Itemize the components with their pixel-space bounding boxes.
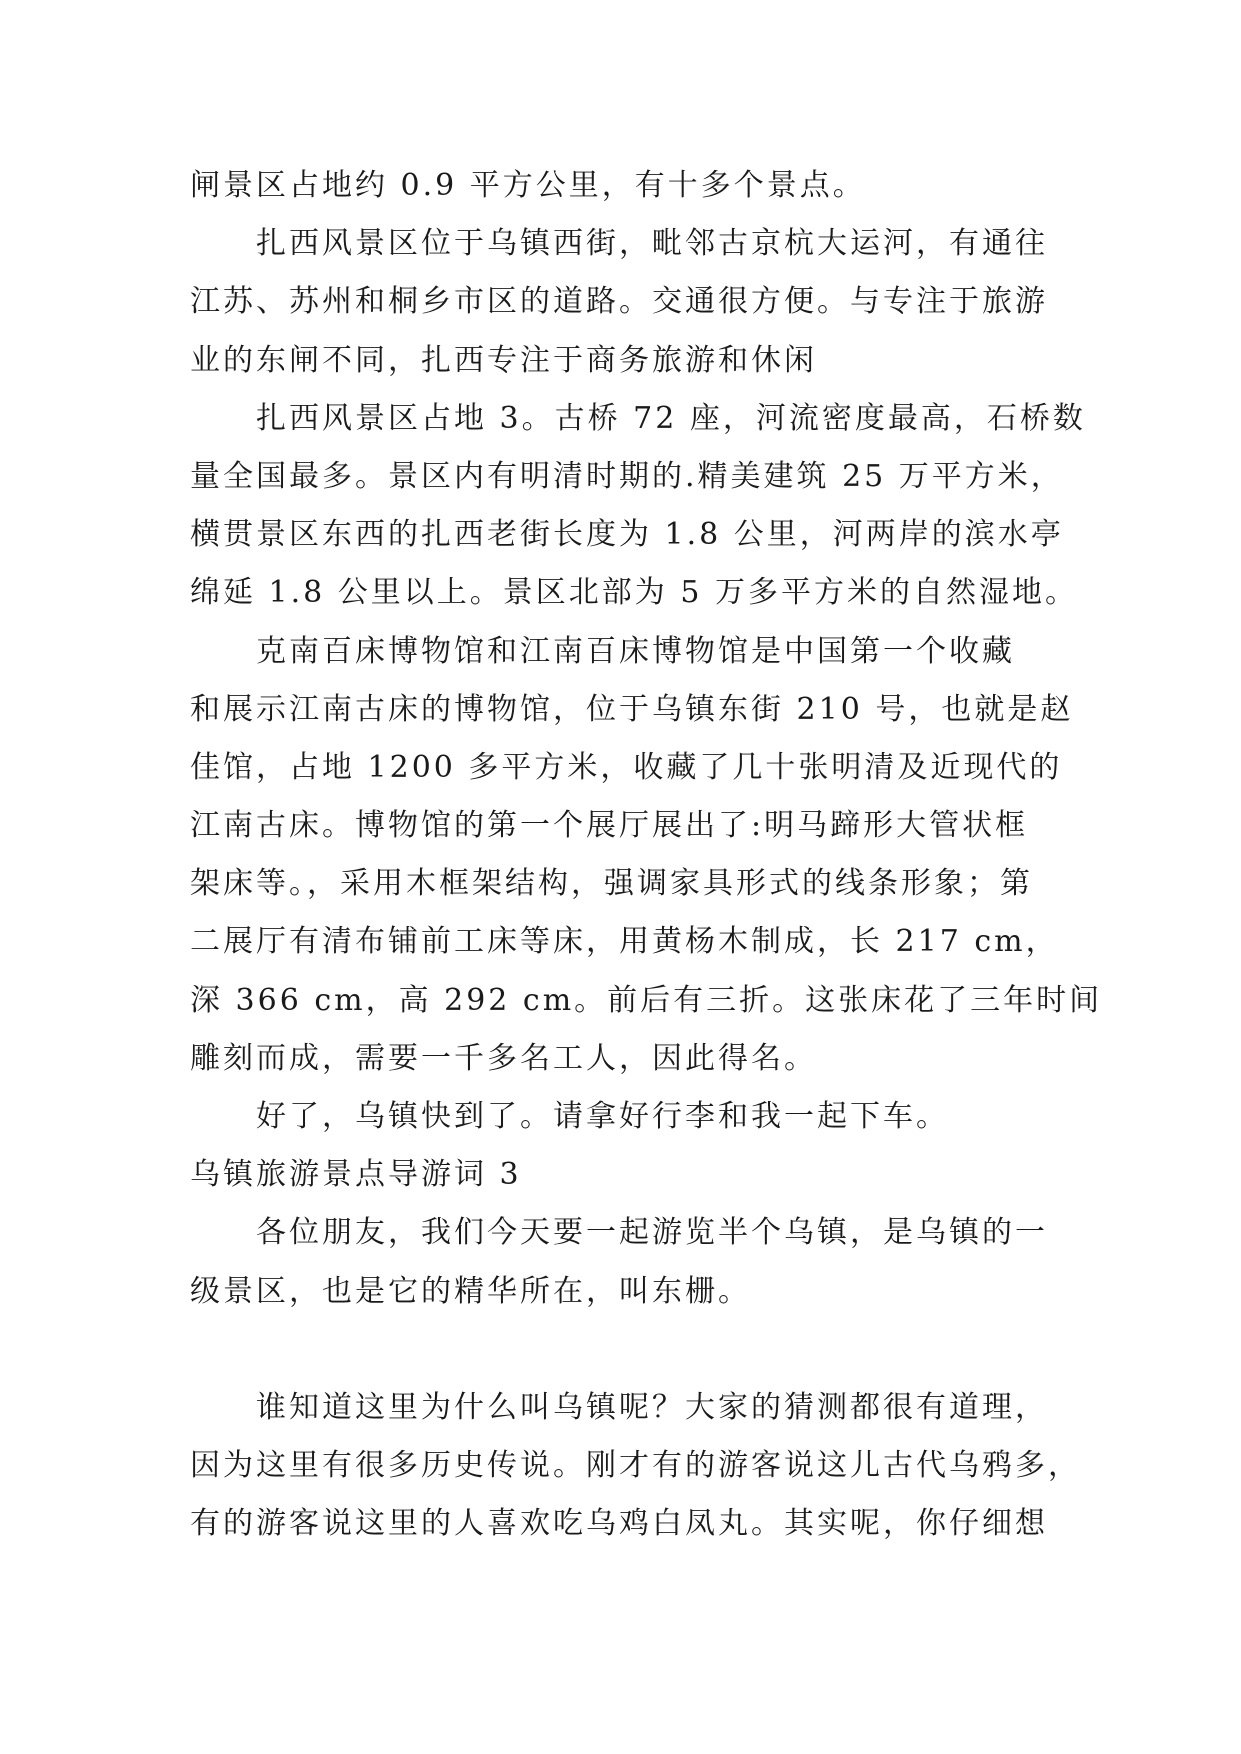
document-body [190,157,1103,1554]
paragraph-line: 克南百床博物馆和江南百床博物馆是中国第一个收藏 [256,633,1015,669]
paragraph-line: 量全国最多。景区内有明清时期的.精美建筑 25 万平方米， [190,458,1064,494]
paragraph-line: 扎西风景区占地 3。古桥 72 座，河流密度最高，石桥数 [256,400,1086,436]
paragraph-line: 扎西风景区位于乌镇西街，毗邻古京杭大运河，有通往 [256,226,1048,262]
paragraph-line: 和展示江南古床的博物馆，位于乌镇东街 210 号，也就是赵 [190,691,1074,727]
paragraph-line: 绵延 1.8 公里以上。景区北部为 5 万多平方米的自然湿地。 [190,575,1078,611]
paragraph-line: 深 366 cm，高 292 cm。前后有三折。这张床花了三年时间 [190,982,1103,1018]
paragraph-line: 好了，乌镇快到了。请拿好行李和我一起下车。 [256,1099,949,1134]
blank-line [190,1321,1060,1379]
paragraph-line: 架床等。，采用木框架结构，强调家具形式的线条形象；第 [190,866,1033,902]
paragraph-line: 有的游客说这里的人喜欢吃乌鸡白凤丸。其实呢，你仔细想 [190,1506,1048,1542]
paragraph-line: 雕刻而成，需要一千多名工人，因此得名。 [190,1040,817,1076]
paragraph-line: 江南古床。博物馆的第一个展厅展出了:明马蹄形大管状框 [190,808,1029,844]
paragraph-line: 级景区，也是它的精华所在，叫东栅。 [190,1273,751,1309]
paragraph-line: 因为这里有很多历史传说。刚才有的游客说这儿古代乌鸦多， [190,1448,1081,1484]
section-heading: 乌镇旅游景点导游词 3 [190,1157,522,1193]
paragraph-line: 江苏、苏州和桐乡市区的道路。交通很方便。与专注于旅游 [190,284,1048,320]
paragraph-line: 谁知道这里为什么叫乌镇呢？大家的猜测都很有道理， [256,1389,1048,1425]
paragraph-line: 二展厅有清布铺前工床等床，用黄杨木制成，长 217 cm， [190,924,1059,960]
paragraph-line: 各位朋友，我们今天要一起游览半个乌镇，是乌镇的一 [256,1215,1048,1251]
paragraph-line: 闸景区占地约 0.9 平方公里，有十多个景点。 [190,168,866,203]
paragraph-line: 佳馆，占地 1200 多平方米，收藏了几十张明清及近现代的 [190,749,1063,785]
paragraph-line: 业的东闸不同，扎西专注于商务旅游和休闲 [190,342,817,378]
paragraph-line: 横贯景区东西的扎西老街长度为 1.8 公里，河两岸的滨水亭 [190,517,1064,553]
